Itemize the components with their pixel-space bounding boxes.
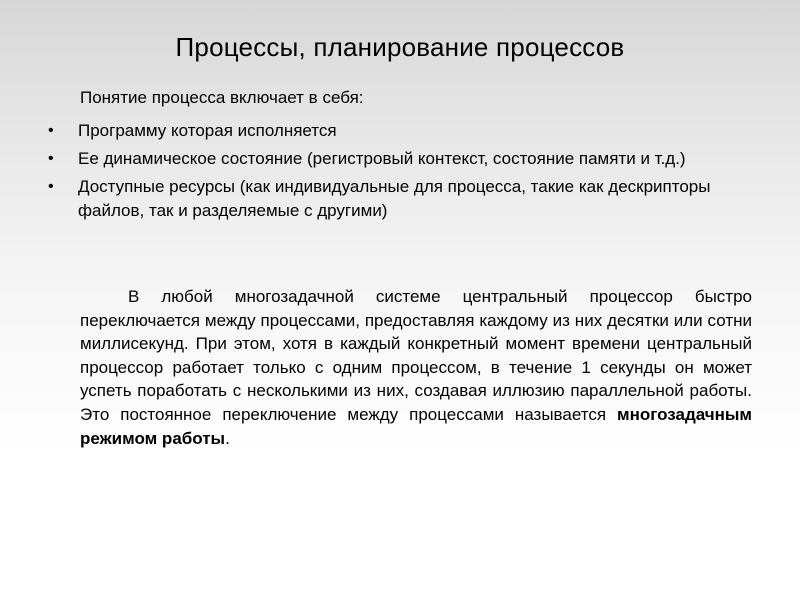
- bullet-text: Ее динамическое состояние (регистровый контекст, состояние памяти и т.д.): [78, 149, 686, 168]
- bullet-item: [48, 147, 760, 171]
- paragraph-bold-term: многозадачным режимом работы: [80, 404, 752, 448]
- bullet-marker: •: [48, 122, 54, 139]
- bullet-item: [48, 119, 760, 143]
- bullet-list: [48, 119, 760, 227]
- paragraph-text: В любой многозадачной системе центральный процессор быстро переключается между процессами, предоставляя каждому из них десятки или сотни миллисекунд. При этом, хотя в каждый конкретный момент времени центральный процессор работает только с одним процессом, в течение 1 секунды он может успеть поработать с несколькими из них, создавая иллюзию параллельной работы. Это постоянное переключение между процессами называется: [80, 287, 752, 424]
- bullet-marker: •: [48, 150, 54, 167]
- bullet-item: [48, 175, 760, 223]
- intro-text: Понятие процесса включает в себя:: [80, 88, 364, 107]
- bullet-text: Программу которая исполняется: [78, 121, 337, 140]
- bullet-text: Доступные ресурсы (как индивидуальные для процесса, такие как дескрипторы файлов, так и разделяемые с другими): [78, 177, 711, 220]
- slide-title: Процессы, планирование процессов: [175, 32, 625, 62]
- paragraph-end: .: [225, 428, 230, 448]
- body-paragraph: [80, 285, 752, 450]
- bullet-marker: •: [48, 178, 54, 195]
